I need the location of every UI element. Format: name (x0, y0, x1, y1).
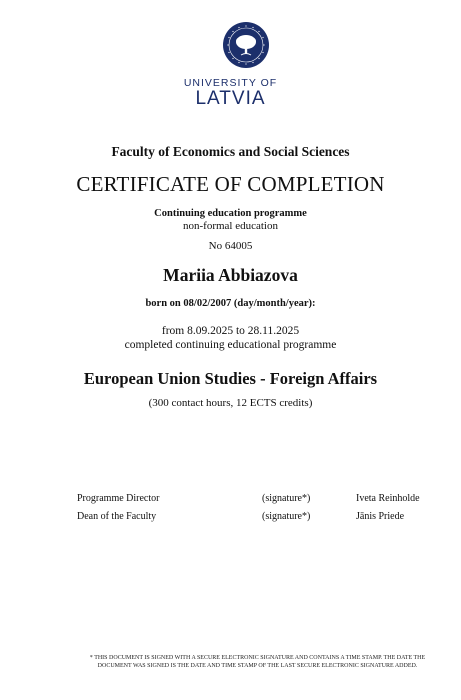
university-name-line1: UNIVERSITY OF (183, 77, 278, 89)
certificate-number: No 64005 (208, 240, 253, 252)
certificate-title: CERTIFICATE OF COMPLETION (76, 172, 385, 196)
signatory-name: Jānis Priede (356, 511, 405, 522)
university-name-line2: LATVIA (195, 88, 266, 109)
tree-seal-icon (223, 22, 269, 68)
signature-mark: (signature*) (262, 511, 311, 522)
recipient-name: Mariia Abbiazova (163, 265, 298, 285)
programme-dates: from 8.09.2025 to 28.11.2025 (161, 325, 300, 337)
signatory-role: Programme Director (77, 493, 160, 504)
completion-statement: completed continuing educational programme (124, 339, 337, 351)
programme-type: Continuing education programme (154, 208, 307, 219)
education-type: non-formal education (183, 220, 278, 232)
signatory-name: Iveta Reinholde (356, 493, 420, 504)
footnote-line: * THIS DOCUMENT IS SIGNED WITH A SECURE ELECTRONIC SIGNATURE AND CONTAINS A TIME STAMP. THE DATE THE (89, 655, 426, 661)
birth-date: born on 08/02/2007 (day/month/year): (145, 298, 316, 309)
programme-name: European Union Studies - Foreign Affairs (83, 369, 378, 388)
faculty-name: Faculty of Economics and Social Sciences (111, 144, 350, 159)
signature-footnote (60, 654, 455, 670)
programme-hours: (300 contact hours, 12 ECTS credits) (148, 397, 313, 409)
signature-mark: (signature*) (262, 493, 311, 504)
signatory-role: Dean of the Faculty (77, 511, 157, 522)
footnote-line: DOCUMENT WAS SIGNED IS THE DATE AND TIME STAMP OF THE LAST SECURE ELECTRONIC SIGNATURE ADDED. (97, 663, 418, 669)
university-seal-logo (223, 22, 269, 68)
